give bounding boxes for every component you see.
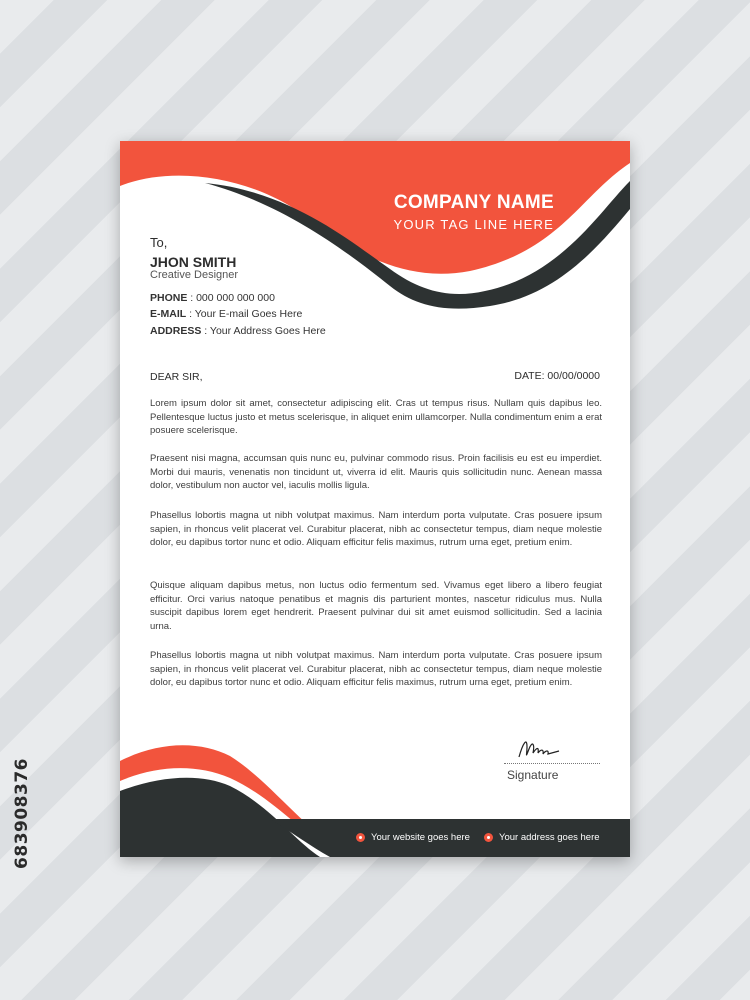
globe-icon (356, 833, 365, 842)
body-paragraph: Lorem ipsum dolor sit amet, consectetur adipiscing elit. Cras ut tempus risus. Nullam quis dapibus leo. Pellentesque luctus justo et metus scelerisque, in aliquet enim ullamcorper. Nulla condimentum enim a erat posuere scelerisque. (150, 398, 602, 437)
company-name: COMPANY NAME (393, 192, 554, 213)
signature-line (504, 763, 600, 764)
address-label: ADDRESS (150, 325, 202, 337)
website-text: Your website goes here (371, 832, 470, 843)
salutation: DEAR SIR, (150, 371, 203, 383)
address-text: Your address goes here (499, 832, 600, 843)
email-value: : Your E-mail Goes Here (186, 308, 303, 320)
letterhead-page (120, 141, 630, 857)
phone-line (150, 292, 275, 304)
location-pin-icon (484, 833, 493, 842)
phone-value: : 000 000 000 000 (187, 292, 275, 304)
body-paragraph: Phasellus lobortis magna ut nibh volutpat maximus. Nam interdum porta vulputate. Cras posuere ipsum sapien, in rhoncus velit placerat vel. Curabitur placerat, nibh ac consectetur tempus, diam neque molestie dolor, eu dapibus tortor nunc et odio. Aliquam efficitur felis maximus, rutrum urna eget, pretium enim. (150, 650, 602, 689)
address-line (150, 325, 326, 337)
body-paragraph: Praesent nisi magna, accumsan quis nunc eu, pulvinar commodo risus. Proin facilisis eu est eu imperdiet. Morbi dui mauris, venenatis non tincidunt ut, viverra id elit. Mauris quis sollicitudin nunc. Aenean massa dolor, vestibulum non auctor vel, iaculis mollis ligula. (150, 453, 602, 492)
email-label: E-MAIL (150, 308, 187, 320)
tagline: YOUR TAG LINE HERE (393, 217, 554, 232)
body-paragraph: Phasellus lobortis magna ut nibh volutpat maximus. Nam interdum porta vulputate. Cras posuere ipsum sapien, in rhoncus velit placerat vel. Curabitur placerat, nibh ac consectetur tempus, diam neque molestie dolor, eu dapibus tortor nunc et odio. Aliquam efficitur felis maximus, rutrum urna eget, pretium enim. (150, 510, 602, 549)
email-line (150, 308, 302, 320)
recipient-name: JHON SMITH (150, 254, 237, 270)
phone-label: PHONE (150, 292, 188, 304)
signature-label: Signature (507, 768, 559, 782)
stock-id: 683908376 (12, 758, 32, 869)
footer-website (356, 832, 470, 843)
letter-date: DATE: 00/00/0000 (514, 370, 600, 382)
company-block (393, 192, 554, 232)
body-paragraph: Quisque aliquam dapibus metus, non luctus odio fermentum sed. Vivamus eget libero a libero feugiat efficitur. Orci varius natoque penatibus et magnis dis parturient montes, nascetur ridiculus mus. Nulla suscipit dapibus lorem eget hendrerit. Praesent pulvinar dui sit amet euismod sollicitudin. Sed a lacinia urna. (150, 580, 602, 632)
recipient-to: To, (150, 235, 168, 250)
footer-address (484, 832, 600, 843)
signature-mark (515, 733, 565, 765)
recipient-role: Creative Designer (150, 269, 239, 281)
address-value: : Your Address Goes Here (201, 325, 326, 337)
